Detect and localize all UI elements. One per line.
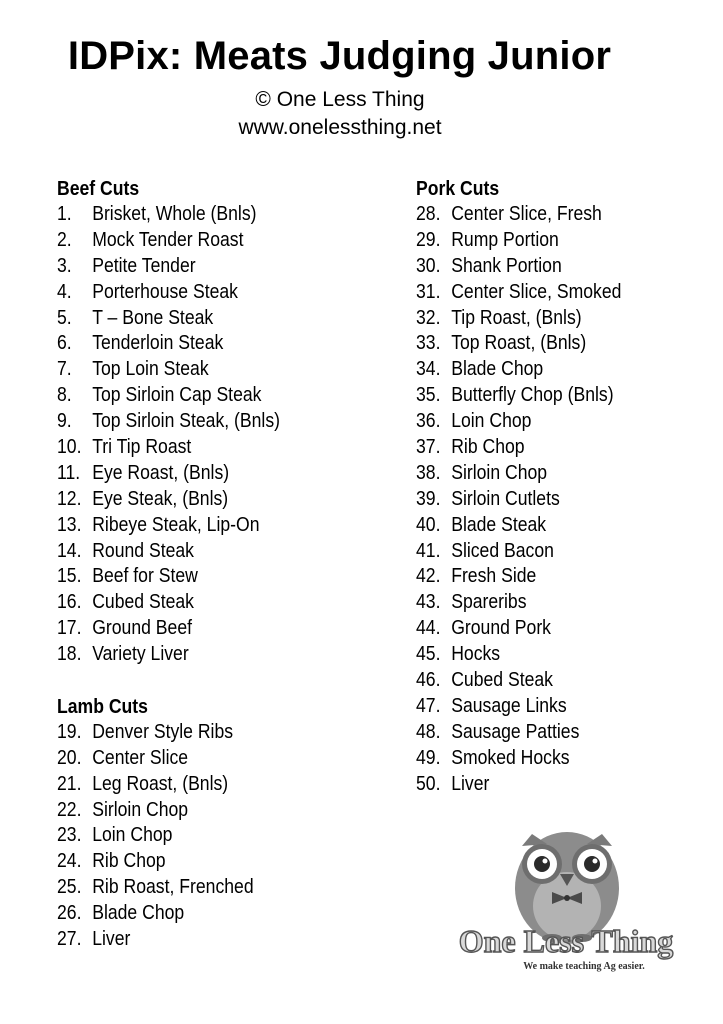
item-label: Sausage Patties	[451, 720, 580, 743]
list-item	[57, 306, 280, 332]
item-label: Porterhouse Steak	[92, 280, 238, 303]
list-item	[416, 228, 621, 254]
item-number: 40.	[416, 513, 441, 536]
item-number: 41.	[416, 539, 441, 562]
list-item	[416, 306, 621, 332]
item-label: Top Sirloin Cap Steak	[92, 384, 262, 407]
list-item	[416, 616, 621, 642]
item-number: 42.	[416, 565, 441, 588]
item-label: Liver	[451, 772, 490, 795]
lamb-list	[57, 720, 310, 953]
list-item	[57, 849, 280, 875]
list-item	[57, 539, 280, 565]
left-column	[57, 176, 310, 953]
list-item	[416, 668, 621, 694]
item-number: 50.	[416, 772, 441, 795]
list-item	[57, 357, 280, 383]
item-number: 37.	[416, 436, 441, 459]
item-label: Sirloin Chop	[92, 798, 189, 821]
list-item	[57, 461, 280, 487]
item-label: Center Slice	[92, 746, 189, 769]
item-number: 33.	[416, 332, 441, 355]
list-item	[57, 616, 280, 642]
item-number: 18.	[57, 643, 82, 666]
list-item	[416, 461, 621, 487]
item-label: Leg Roast, (Bnls)	[92, 772, 229, 795]
item-number: 10.	[57, 436, 82, 459]
list-item	[57, 875, 280, 901]
list-item	[57, 331, 280, 357]
list-item	[57, 228, 280, 254]
list-item	[416, 280, 621, 306]
item-number: 20.	[57, 746, 82, 769]
item-number: 43.	[416, 591, 441, 614]
list-item	[57, 564, 280, 590]
list-item	[416, 694, 621, 720]
item-label: Liver	[92, 928, 131, 951]
list-item	[416, 539, 621, 565]
section-title-pork: Pork Cuts	[416, 178, 500, 200]
item-number: 49.	[416, 746, 441, 769]
item-label: Sirloin Chop	[451, 461, 548, 484]
item-label: Shank Portion	[451, 254, 562, 277]
item-label: Top Roast, (Bnls)	[451, 332, 587, 355]
item-label: Loin Chop	[451, 410, 532, 433]
item-number: 31.	[416, 280, 441, 303]
list-item	[57, 435, 280, 461]
item-number: 13.	[57, 513, 82, 536]
list-item	[416, 720, 621, 746]
item-label: Ground Beef	[92, 617, 193, 640]
item-number: 47.	[416, 694, 441, 717]
item-label: Brisket, Whole (Bnls)	[92, 203, 257, 225]
section-spacer	[57, 668, 310, 694]
item-label: Mock Tender Roast	[92, 228, 244, 251]
list-item	[416, 331, 621, 357]
item-label: Eye Steak, (Bnls)	[92, 487, 229, 510]
owl-icon	[452, 826, 682, 976]
svg-text:One Less Thing: One Less Thing	[458, 923, 674, 959]
item-label: Denver Style Ribs	[92, 720, 234, 743]
item-label: Top Sirloin Steak, (Bnls)	[92, 410, 281, 433]
item-number: 11.	[57, 461, 81, 484]
list-item	[416, 772, 621, 798]
item-number: 44.	[416, 617, 441, 640]
item-number: 34.	[416, 358, 441, 381]
item-label: Rump Portion	[451, 228, 559, 251]
item-label: T – Bone Steak	[92, 306, 214, 329]
item-number: 8.	[57, 384, 72, 407]
list-item	[57, 642, 280, 668]
item-number: 2.	[57, 228, 72, 251]
item-label: Blade Chop	[92, 902, 185, 925]
item-label: Cubed Steak	[451, 669, 553, 692]
item-number: 24.	[57, 850, 82, 873]
item-number: 32.	[416, 306, 441, 329]
item-label: Spareribs	[451, 591, 527, 614]
item-label: Beef for Stew	[92, 565, 198, 588]
item-number: 27.	[57, 928, 82, 951]
section-title-lamb: Lamb Cuts	[57, 695, 148, 718]
list-item	[416, 590, 621, 616]
list-item	[57, 798, 280, 824]
list-item	[57, 720, 280, 746]
list-item	[57, 254, 280, 280]
item-label: Cubed Steak	[92, 591, 194, 614]
item-number: 21.	[57, 772, 82, 795]
website-link[interactable]: www.onelessthing.net	[238, 116, 442, 139]
list-item	[416, 383, 621, 409]
list-item	[57, 772, 280, 798]
item-label: Center Slice, Fresh	[451, 203, 602, 225]
item-number: 48.	[416, 720, 441, 743]
list-item	[57, 901, 280, 927]
item-number: 9.	[57, 410, 72, 433]
item-label: Round Steak	[92, 539, 194, 562]
item-number: 12.	[57, 487, 82, 510]
item-label: Rib Chop	[451, 436, 525, 459]
item-label: Tri Tip Roast	[92, 436, 192, 459]
list-item	[57, 823, 280, 849]
list-item	[416, 202, 621, 228]
item-number: 38.	[416, 461, 441, 484]
item-label: Tenderloin Steak	[92, 332, 224, 355]
item-number: 19.	[57, 720, 82, 743]
item-number: 16.	[57, 591, 82, 614]
list-item	[57, 280, 280, 306]
list-item	[416, 642, 621, 668]
item-label: Butterfly Chop (Bnls)	[451, 384, 614, 407]
one-less-thing-logo	[452, 826, 682, 976]
item-label: Fresh Side	[451, 565, 537, 588]
item-number: 35.	[416, 384, 441, 407]
item-number: 46.	[416, 669, 441, 692]
list-item	[416, 564, 621, 590]
item-label: Variety Liver	[92, 643, 189, 666]
item-label: Sirloin Cutlets	[451, 487, 560, 510]
list-item	[57, 487, 280, 513]
beef-list	[57, 202, 310, 668]
item-number: 4.	[57, 280, 72, 303]
section-title-beef: Beef Cuts	[57, 178, 140, 200]
pork-list	[416, 202, 649, 797]
list-item	[57, 927, 280, 953]
list-item	[416, 487, 621, 513]
right-column	[416, 176, 649, 797]
item-label: Center Slice, Smoked	[451, 280, 622, 303]
item-label: Sliced Bacon	[451, 539, 554, 562]
item-number: 30.	[416, 254, 441, 277]
copyright-line: © One Less Thing	[255, 88, 425, 111]
item-number: 5.	[57, 306, 72, 329]
item-number: 15.	[57, 565, 82, 588]
item-number: 29.	[416, 228, 441, 251]
item-number: 6.	[57, 332, 72, 355]
item-number: 45.	[416, 643, 441, 666]
item-number: 7.	[57, 358, 72, 381]
item-number: 17.	[57, 617, 82, 640]
item-label: Eye Roast, (Bnls)	[92, 461, 230, 484]
list-item	[57, 746, 280, 772]
item-label: Smoked Hocks	[451, 746, 570, 769]
item-label: Rib Roast, Frenched	[92, 876, 254, 899]
item-number: 26.	[57, 902, 82, 925]
list-item	[57, 383, 280, 409]
item-number: 25.	[57, 876, 82, 899]
item-number: 3.	[57, 254, 72, 277]
item-number: 23.	[57, 824, 82, 847]
item-label: Blade Steak	[451, 513, 547, 536]
list-item	[416, 409, 621, 435]
item-label: Ribeye Steak, Lip-On	[92, 513, 260, 536]
item-number: 28.	[416, 203, 441, 225]
item-number: 1.	[57, 203, 72, 225]
list-item	[416, 254, 621, 280]
list-item	[57, 590, 280, 616]
list-item	[416, 357, 621, 383]
list-item	[416, 513, 621, 539]
list-item	[416, 746, 621, 772]
item-number: 22.	[57, 798, 82, 821]
page-title	[0, 34, 723, 79]
list-item	[57, 202, 280, 228]
list-item	[416, 435, 621, 461]
list-item	[57, 513, 280, 539]
item-label: Tip Roast, (Bnls)	[451, 306, 582, 329]
item-label: Top Loin Steak	[92, 358, 209, 381]
item-number: 14.	[57, 539, 82, 562]
item-number: 36.	[416, 410, 441, 433]
item-label: Sausage Links	[451, 694, 567, 717]
item-label: Loin Chop	[92, 824, 173, 847]
item-label: Petite Tender	[92, 254, 196, 277]
item-number: 39.	[416, 487, 441, 510]
item-label: Rib Chop	[92, 850, 166, 873]
item-label: Hocks	[451, 643, 501, 666]
svg-text:We make teaching Ag easier.: We make teaching Ag easier.	[523, 961, 645, 972]
item-label: Ground Pork	[451, 617, 551, 640]
item-label: Blade Chop	[451, 358, 544, 381]
page-title-text: IDPix: Meats Judging Junior	[67, 34, 612, 78]
list-item	[57, 409, 280, 435]
